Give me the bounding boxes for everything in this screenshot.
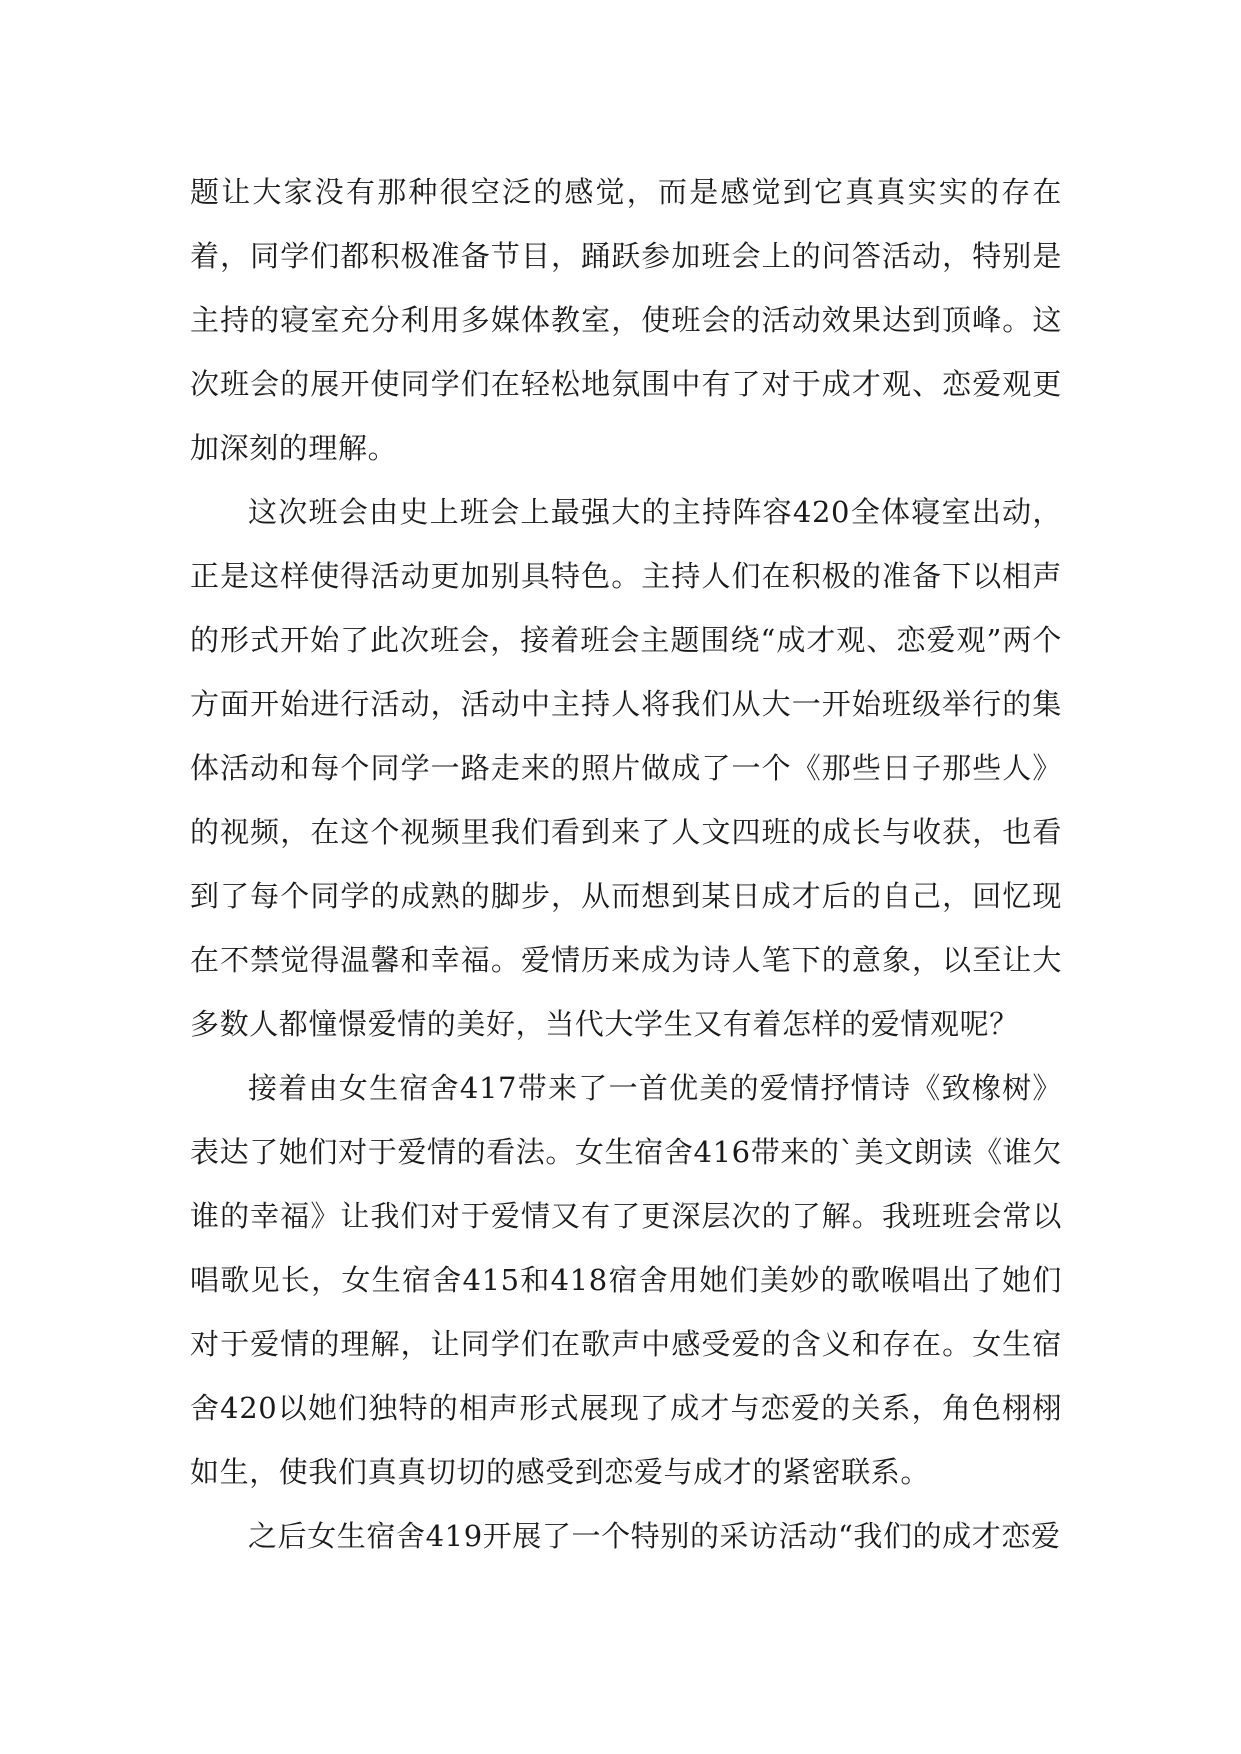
paragraph-4: 之后女生宿舍419开展了一个特别的采访活动“我们的成才恋爱 — [248, 1519, 1061, 1553]
paragraph-1: 题让大家没有那种很空泛的感觉，而是感觉到它真真实实的存在着，同学们都积极准备节目，踊跃参加班会上的问答活动，特别是主持的寝室充分利用多媒体教室，使班会的活动效果达到顶峰。这次班会的展开使同学们在轻松地氛围中有了对于成才观、恋爱观更加深刻的理解。 — [190, 175, 1062, 465]
paragraph-3: 接着由女生宿舍417带来了一首优美的爱情抒情诗《致橡树》表达了她们对于爱情的看法。女生宿舍416带来的`美文朗读《谁欠谁的幸福》让我们对于爱情又有了更深层次的了解。我班班会常以唱歌见长，女生宿舍415和418宿舍用她们美妙的歌喉唱出了她们对于爱情的理解，让同学们在歌声中感受爱的含义和存在。女生宿舍420以她们独特的相声形式展现了成才与恋爱的关系，角色栩栩如生，使我们真真切切的感受到恋爱与成才的紧密联系。 — [190, 1071, 1062, 1489]
document-body — [190, 160, 1062, 1568]
paragraph-2: 这次班会由史上班会上最强大的主持阵容420全体寝室出动，正是这样使得活动更加别具特色。主持人们在积极的准备下以相声的形式开始了此次班会，接着班会主题围绕“成才观、恋爱观”两个方面开始进行活动，活动中主持人将我们从大一开始班级举行的集体活动和每个同学一路走来的照片做成了一个《那些日子那些人》的视频，在这个视频里我们看到来了人文四班的成长与收获，也看到了每个同学的成熟的脚步，从而想到某日成才后的自己，回忆现在不禁觉得温馨和幸福。爱情历来成为诗人笔下的意象，以至让大多数人都憧憬爱情的美好，当代大学生又有着怎样的爱情观呢？ — [190, 495, 1062, 1041]
